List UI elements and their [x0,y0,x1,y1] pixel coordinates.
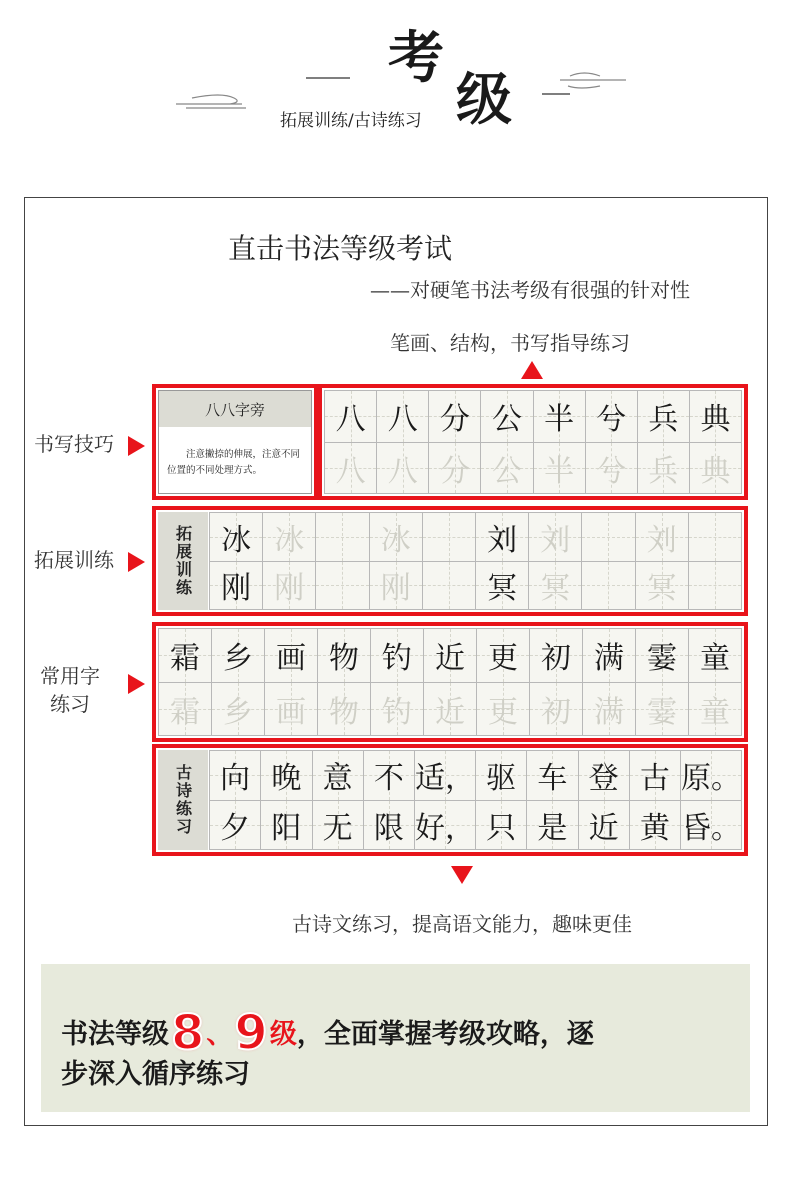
char-glyph: 刘 [540,522,571,558]
char-glyph: 初 [541,694,571,730]
char-cell [636,513,689,562]
char-cell [481,391,533,443]
char-cell [586,443,638,495]
char-glyph: 冥 [646,571,677,607]
panel-subtitle: ——对硬笔书法考级有很强的针对性 [370,278,690,302]
char-cell [476,801,527,851]
char-glyph: 霜 [170,694,200,730]
side-label-writing-skill: 书写技巧 [34,432,114,456]
char-glyph: 分 [439,453,470,489]
promo-prefix: 书法等级 [61,1019,169,1050]
char-glyph: 晚 [271,761,302,797]
char-cell [210,751,261,801]
char-glyph: 典 [700,453,731,489]
char-cell [364,751,415,801]
panel-title: 直击书法等级考试 [228,232,453,265]
char-cell [477,629,530,683]
card-text: 注意撇捺的伸展，注意不同位置的不同处理方式。 [167,449,301,476]
char-cell [371,683,424,737]
char-glyph: 冥 [540,571,571,607]
char-cell [263,562,316,611]
promo-number-9: 9 [234,1005,268,1061]
common-chars-grid [158,628,742,736]
char-cell [316,562,369,611]
char-cell [534,443,586,495]
char-glyph: 满 [594,641,624,677]
char-cell [415,801,476,851]
poem-grid [209,750,742,850]
char-glyph: 冰 [380,522,411,558]
arrow-right-icon [128,436,145,456]
char-glyph: 近 [435,694,465,730]
char-cell [370,513,423,562]
char-glyph: 黄 [639,810,670,846]
char-glyph: 兮 [596,453,627,489]
char-cell [429,391,481,443]
char-glyph: 近 [588,810,619,846]
char-cell [423,513,476,562]
char-cell [638,443,690,495]
char-cell [377,443,429,495]
char-glyph: 画 [276,694,306,730]
char-cell [689,513,742,562]
arrow-up-icon [521,361,543,379]
char-glyph: 近 [435,641,465,677]
char-glyph: 兵 [648,402,679,438]
char-cell [476,751,527,801]
char-glyph: 物 [329,641,359,677]
promo-line-2: 步深入循序练习 [61,1059,250,1090]
char-glyph: 半 [544,453,575,489]
char-glyph: 八 [387,402,418,438]
char-cell [325,391,377,443]
char-cell [415,751,476,801]
char-cell [261,751,312,801]
char-cell [261,801,312,851]
char-cell [476,513,529,562]
char-cell [210,513,263,562]
char-cell [529,562,582,611]
char-glyph: 只 [486,810,517,846]
char-glyph: 物 [329,694,359,730]
char-cell [210,801,261,851]
char-glyph: 刘 [646,522,677,558]
char-glyph: 公 [491,453,522,489]
char-cell [527,751,578,801]
char-glyph: 童 [700,694,730,730]
char-glyph: 是 [537,810,568,846]
char-cell [313,751,364,801]
promo-unit: 级 [269,1019,297,1050]
writing-skill-grid [324,390,742,494]
char-cell [689,683,742,737]
char-glyph: 半 [544,402,575,438]
char-cell [689,562,742,611]
char-cell [476,562,529,611]
poem-label: 古诗练习 [158,750,208,850]
char-cell [265,683,318,737]
header-subtitle: 拓展训练/古诗练习 [280,111,422,131]
char-glyph: 初 [541,641,571,677]
char-glyph: 刘 [487,522,518,558]
char-cell [212,683,265,737]
char-glyph: 画 [276,641,306,677]
char-glyph: 适， [415,761,475,797]
char-cell [530,683,583,737]
char-cell [429,443,481,495]
char-glyph: 典 [700,402,731,438]
char-cell [586,391,638,443]
extension-label: 拓展训练 [158,512,208,610]
char-glyph: 夕 [220,810,251,846]
char-cell [318,629,371,683]
char-glyph: 钓 [382,641,412,677]
char-cell [263,513,316,562]
char-cell [534,391,586,443]
char-glyph: 车 [537,761,568,797]
promo-rest-line1: ，全面掌握考级攻略，逐 [296,1019,594,1050]
char-glyph: 刚 [274,571,305,607]
char-cell [582,562,635,611]
char-cell [689,629,742,683]
char-glyph: 更 [488,694,518,730]
char-glyph: 八 [335,453,366,489]
char-glyph: 好， [415,810,475,846]
char-cell [582,513,635,562]
side-label-common-chars-line1: 常用字 [40,664,100,688]
char-glyph: 八 [335,402,366,438]
char-cell [210,562,263,611]
char-glyph: 阳 [271,810,302,846]
char-cell [583,683,636,737]
char-cell [681,801,742,851]
char-glyph: 登 [588,761,619,797]
guide-bottom-text: 古诗文练习，提高语文能力，趣味更佳 [292,912,632,936]
arrow-right-icon [128,674,145,694]
char-cell [159,683,212,737]
char-glyph: 童 [700,641,730,677]
char-cell [690,391,742,443]
cloud-left-icon [172,72,352,112]
char-glyph: 原。 [681,761,741,797]
char-cell [477,683,530,737]
char-glyph: 更 [488,641,518,677]
char-cell [690,443,742,495]
char-cell [583,629,636,683]
char-glyph: 冰 [274,522,305,558]
char-cell [636,683,689,737]
char-cell [423,562,476,611]
arrow-right-icon [128,552,145,572]
char-glyph: 兵 [648,453,679,489]
promo-number-8: 8 [171,1005,205,1061]
char-glyph: 刚 [380,571,411,607]
char-glyph: 驱 [486,761,517,797]
char-cell [424,683,477,737]
char-glyph: 不 [373,761,404,797]
char-cell [325,443,377,495]
char-glyph: 限 [373,810,404,846]
header-title-char-1: 考 [388,25,446,91]
char-glyph: 无 [322,810,353,846]
char-glyph: 霜 [170,641,200,677]
char-cell [364,801,415,851]
char-glyph: 分 [439,402,470,438]
char-glyph: 刚 [221,571,252,607]
char-cell [630,751,681,801]
char-cell [377,391,429,443]
char-cell [370,562,423,611]
char-cell [527,801,578,851]
char-glyph: 乡 [223,641,253,677]
char-glyph: 冰 [221,522,252,558]
char-glyph: 兮 [596,402,627,438]
cloud-right-icon [540,66,630,102]
card-title: 八八字旁 [159,391,311,427]
extension-grid [209,512,742,610]
stroke-guide-card [158,390,312,494]
char-cell [212,629,265,683]
char-cell [638,391,690,443]
char-cell [481,443,533,495]
side-label-extension: 拓展训练 [34,548,114,572]
char-glyph: 八 [387,453,418,489]
char-cell [424,629,477,683]
char-cell [579,751,630,801]
arrow-down-icon [451,866,473,884]
char-cell [530,629,583,683]
side-label-common-chars [40,662,100,718]
guide-top-text: 笔画、结构，书写指导练习 [390,331,630,355]
char-cell [265,629,318,683]
char-cell [636,629,689,683]
char-cell [681,751,742,801]
char-cell [318,683,371,737]
char-cell [316,513,369,562]
header-title-char-2: 级 [456,67,512,133]
char-glyph: 冥 [487,571,518,607]
char-glyph: 满 [594,694,624,730]
char-cell [313,801,364,851]
char-glyph: 昏。 [681,810,741,846]
promo-separator: 、 [206,1020,233,1050]
char-cell [159,629,212,683]
char-cell [636,562,689,611]
side-label-common-chars-line2: 练习 [50,692,90,716]
char-cell [371,629,424,683]
char-glyph: 钓 [382,694,412,730]
char-cell [529,513,582,562]
char-glyph: 古 [639,761,670,797]
char-cell [579,801,630,851]
char-glyph: 乡 [223,694,253,730]
char-glyph: 公 [491,402,522,438]
char-glyph: 向 [220,761,251,797]
char-glyph: 霎 [647,641,677,677]
char-cell [630,801,681,851]
char-glyph: 意 [322,761,353,797]
char-glyph: 霎 [647,694,677,730]
